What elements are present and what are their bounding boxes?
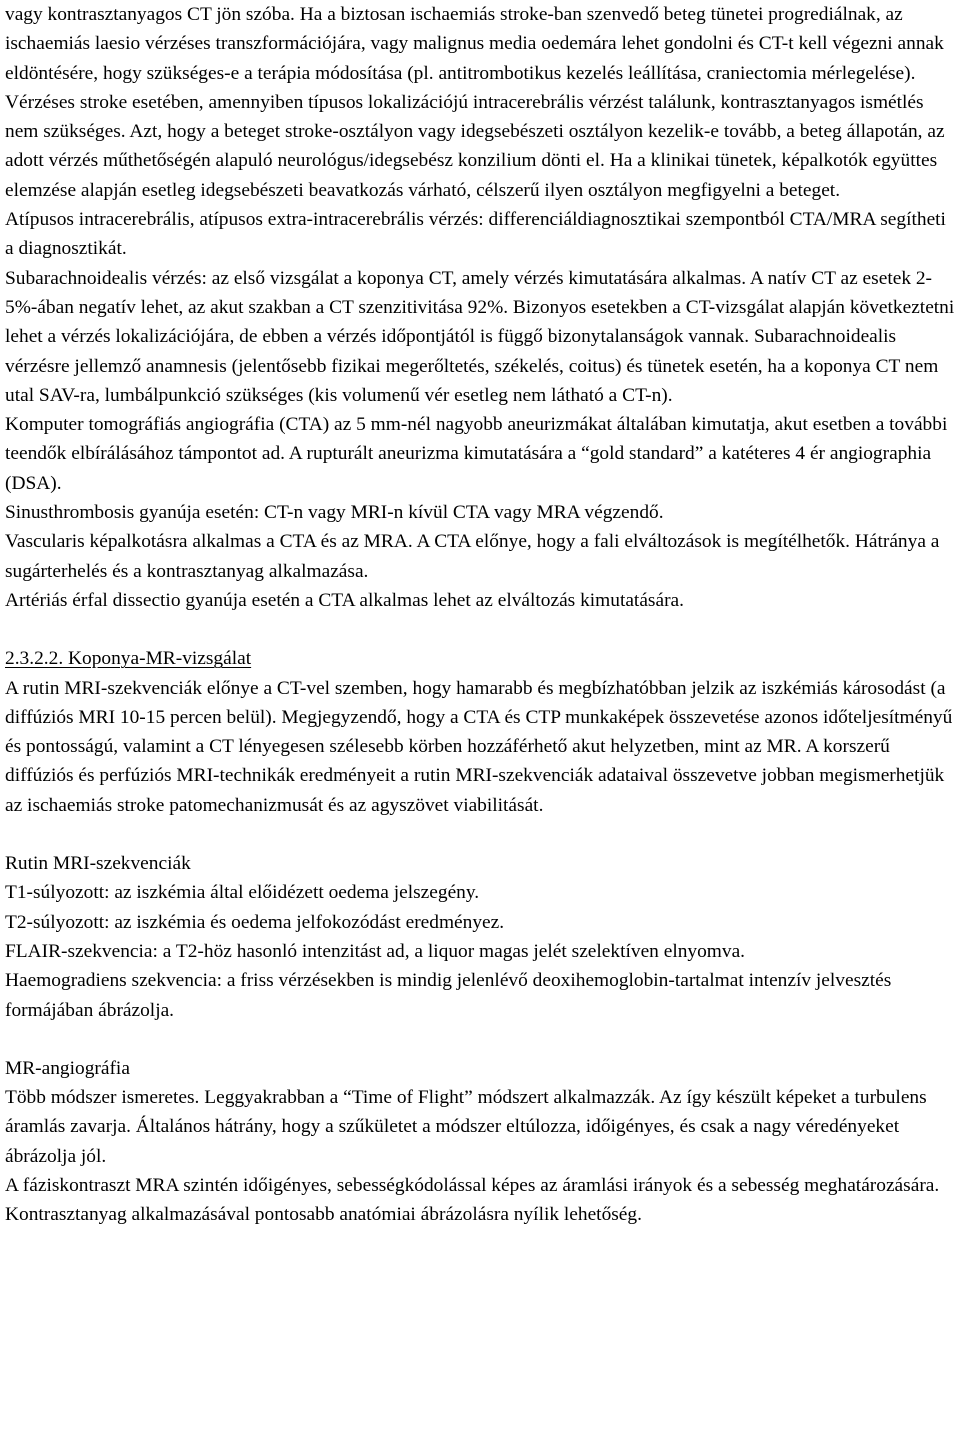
mra-paragraph: Több módszer ismeretes. Leggyakrabban a “Time of Flight” módszert alkalmazzák. Az így készült képeket a turbulens áramlás zavarja. Általános hátrány, hogy a szűkületet a módszer eltúlozza, időigényes, és csak a nagy véredényeket ábrázolja jól. <box>5 1087 927 1167</box>
rutin-item: Haemogradiens szekvencia: a friss vérzésekben is mindig jelenlévő deoxihemoglobin-tartalmat intenzív jelvesztés formájában ábrázolja. <box>5 970 892 1021</box>
rutin-heading: Rutin MRI-szekvenciák <box>5 853 191 875</box>
top-paragraphs <box>5 0 957 615</box>
paragraph: Sinusthrombosis gyanúja esetén: CT-n vagy MRI-n kívül CTA vagy MRA végzendő. <box>5 502 664 524</box>
paragraph: vagy kontrasztanyagos CT jön szóba. Ha a biztosan ischaemiás stroke-ban szenvedő beteg tünetei progrediálnak, az ischaemiás laesio vérzéses transzformációjára, vagy malignus media oedemára lehet gondolni és CT-t kell végezni annak eldöntésére, hogy szükséges-e a terápia módosítása (pl. antitrombotikus kezelés leállítása, craniectomia mérlegelése). <box>5 4 944 84</box>
rutin-item: FLAIR-szekvencia: a T2-höz hasonló intenzitást ad, a liquor magas jelét szelektíven elnyomva. <box>5 940 746 962</box>
mra-heading: MR-angiográfia <box>5 1057 130 1079</box>
paragraph: Vascularis képalkotásra alkalmas a CTA és az MRA. A CTA előnye, hogy a fali elváltozások is megítélhetők. Hátránya a sugárterhelés és a kontrasztanyag alkalmazása. <box>5 531 940 582</box>
mra-paragraph: A fáziskontraszt MRA szintén időigényes, sebességkódolással képes az áramlási irányok és a sebesség meghatározására. Kontrasztanyag alkalmazásával pontosabb anatómiai ábrázolásra nyílik lehetőség. <box>5 1174 940 1226</box>
paragraph: Komputer tomográfiás angiográfia (CTA) az 5 mm-nél nagyobb aneurizmákat általában kimutatja, akut esetben a további teendők elbírálásához támpontot ad. A rupturált aneurizma kimutatására a “gold standard” a katéteres 4 ér angiographia (DSA). <box>5 414 948 494</box>
paragraph: Artériás érfal dissectio gyanúja esetén a CTA alkalmas lehet az elváltozás kimutatására. <box>5 589 684 611</box>
section-paragraph: A rutin MRI-szekvenciák előnye a CT-vel szemben, hogy hamarabb és megbízhatóbban jelzik az iszkémiás károsodást (a diffúziós MRI 10-15 percen belül). Megjegyzendő, hogy a CTA és CTP munkaképek összevetése azonos időteljesítményű és pontosságú, valamint a CT lényegesen szélesebb körben hozzáférhető akut helyzetben, mint az MR. A korszerű diffúziós és perfúziós MRI-technikák eredményeit a rutin MRI-szekvenciák adataival összevetve jobban megismerhetjük az ischaemiás stroke patomechanizmusát és az agyszövet viabilitását. <box>5 677 953 816</box>
section-heading: 2.3.2.2. Koponya-MR-vizsgálat <box>5 648 252 670</box>
paragraph: Atípusos intracerebrális, atípusos extra-intracerebrális vérzés: differenciáldiagnosztikai szempontból CTA/MRA segítheti a diagnosztikát. <box>5 209 946 260</box>
rutin-item: T2-súlyozott: az iszkémia és oedema jelfokozódást eredményez. <box>5 911 505 933</box>
rutin-item: T1-súlyozott: az iszkémia által előidézett oedema jelszegény. <box>5 882 480 904</box>
paragraph: Subarachnoidealis vérzés: az első vizsgálat a koponya CT, amely vérzés kimutatására alkalmas. A natív CT az esetek 2-5%-ában negatív lehet, az akut szakban a CT szenzitivitása 92%. Bizonyos esetekben a CT-vizsgálat alapján következtetni lehet a vérzés lokalizációjára, de ebben a vérzés időpontjától is függő bizonytalanságok vannak. Subarachnoidealis vérzésre jellemző anamnesis (jelentősebb fizikai megerőltetés, székelés, coitus) és tünetek esetén, ha a koponya CT nem utal SAV-ra, lumbálpunkció szükséges (kis volumenű vér esetleg nem látható a CT-n). <box>5 267 955 406</box>
paragraph: Vérzéses stroke esetében, amennyiben típusos lokalizációjú intracerebrális vérzést találunk, kontrasztanyagos ismétlés nem szükséges. Azt, hogy a beteget stroke-osztályon vagy idegsebészeti osztályon kezelik-e tovább, a beteg állapotán, az adott vérzés műthetőségén alapuló neurológus/idegsebész konzilium dönti el. Ha a klinikai tünetek, képalkotók együttes elemzése alapján esetleg idegsebészeti beavatkozás várható, célszerű ilyen osztályon megfigyelni a beteget. <box>5 91 945 201</box>
